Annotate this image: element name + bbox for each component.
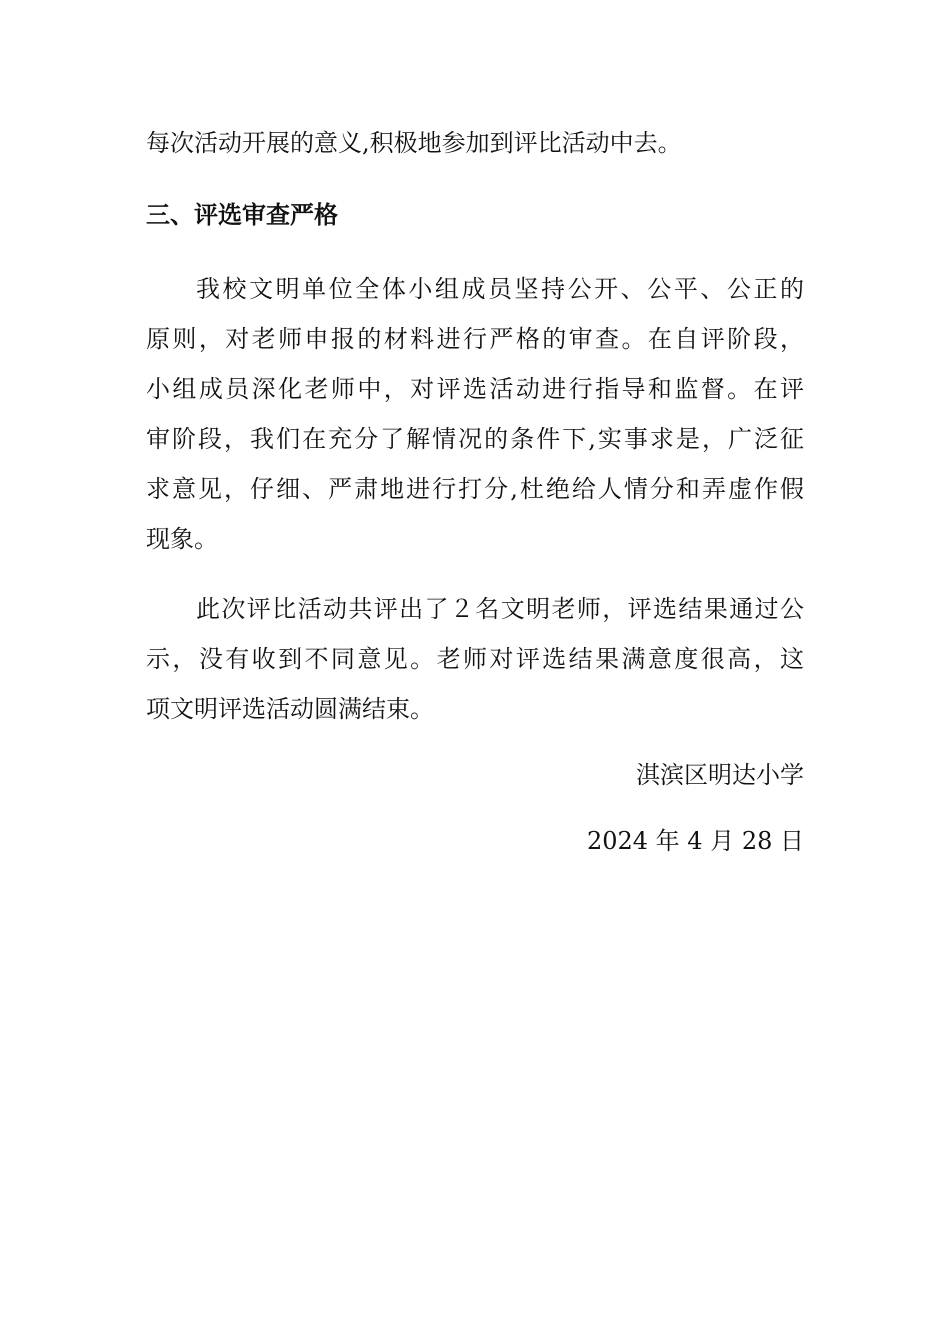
paragraph-review	[146, 274, 804, 554]
paragraph-line: 示，没有收到不同意见。老师对评选结果满意度很高，这	[146, 645, 804, 673]
paragraph-line: 审阶段，我们在充分了解情况的条件下,实事求是，广泛征	[146, 425, 804, 453]
paragraph-line: 求意见，仔细、严肃地进行打分,杜绝给人情分和弄虚作假	[146, 475, 804, 503]
date: 2024 年 4 月 28 日	[586, 827, 804, 855]
continuation-line: 每次活动开展的意义,积极地参加到评比活动中去。	[146, 129, 682, 157]
paragraph-line: 此次评比活动共评出了２名文明老师，评选结果通过公	[196, 595, 804, 623]
paragraph-line: 原则，对老师申报的材料进行严格的审查。在自评阶段，	[146, 325, 804, 353]
document-page	[146, 128, 804, 856]
paragraph-line: 小组成员深化老师中，对评选活动进行指导和监督。在评	[146, 375, 804, 403]
paragraph-result	[146, 594, 804, 724]
paragraph-line: 项文明评选活动圆满结束。	[146, 695, 434, 723]
section-heading: 三、评选审查严格	[146, 201, 338, 229]
signature: 淇滨区明达小学	[636, 761, 804, 789]
paragraph-line: 现象。	[146, 525, 218, 553]
paragraph-line: 我校文明单位全体小组成员坚持公开、公平、公正的	[196, 275, 804, 303]
